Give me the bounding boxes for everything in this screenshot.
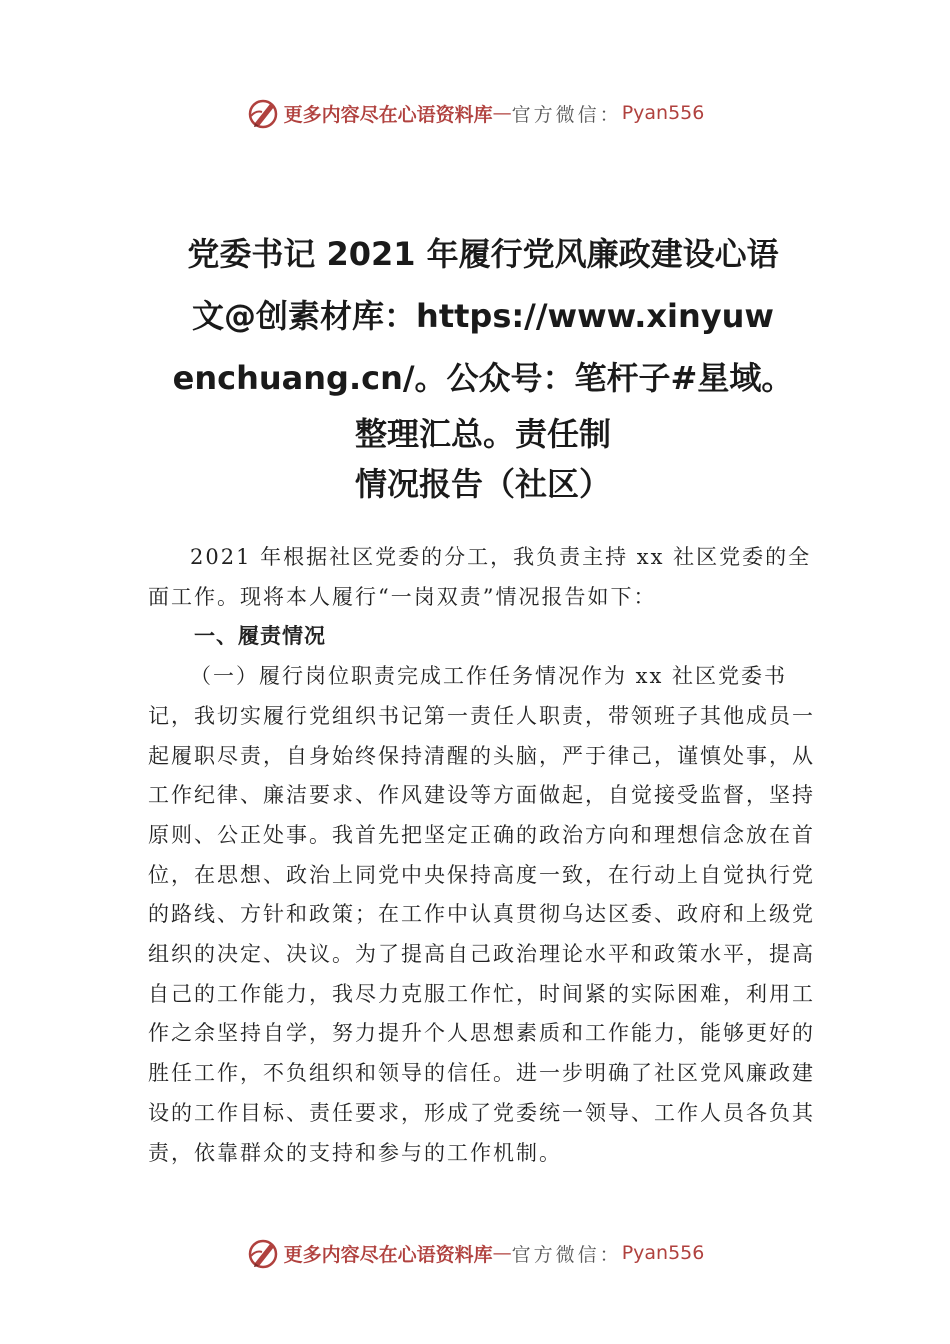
title-line-4: 整理汇总。责任制 xyxy=(354,415,611,453)
title-line-2: 文@创素材库：https://www.xinyuw xyxy=(192,297,774,335)
banner-official-label: 官方微信： xyxy=(511,103,622,126)
header-banner xyxy=(0,93,950,133)
footer-wechat-id: Pyan556 xyxy=(621,1242,705,1264)
title-line-1: 党委书记 2021 年履行党风廉政建设心语 xyxy=(187,235,779,273)
banner-brand: 更多内容尽在心语资料库 xyxy=(283,103,493,126)
document-title xyxy=(148,223,818,509)
title-line-5: 情况报告（社区） xyxy=(354,465,611,503)
document-body xyxy=(148,538,822,1173)
footer-banner xyxy=(0,1233,950,1273)
footer-brand: 更多内容尽在心语资料库 xyxy=(283,1243,493,1266)
section-heading: 一、履责情况 xyxy=(194,624,326,649)
title-line-3: enchuang.cn/。公众号：笔杆子#星域。 xyxy=(172,359,794,397)
footer-official-label: 官方微信： xyxy=(511,1243,622,1266)
banner-wechat-id: Pyan556 xyxy=(621,102,705,124)
footer-dash: — xyxy=(492,1242,512,1264)
intro-paragraph: 2021 年根据社区党委的分工，我负责主持 xx 社区党委的全面工作。现将本人履行“一岗双责”情况报告如下： xyxy=(148,545,812,609)
banner-dash: — xyxy=(492,102,512,124)
pen-logo-icon xyxy=(246,96,280,130)
section-paragraph: （一）履行岗位职责完成工作任务情况作为 xx 社区党委书记，我切实履行党组织书记第一责任人职责，带领班子其他成员一起履职尽责，自身始终保持清醒的头脑，严于律己，谨慎处事，从工作纪律、廉洁要求、作风建设等方面做起，自觉接受监督，坚持原则、公正处事。我首先把坚定正确的政治方向和理想信念放在首位，在思想、政治上同党中央保持高度一致，在行动上自觉执行党的路线、方针和政策；在工作中认真贯彻乌达区委、政府和上级党组织的决定、决议。为了提高自己政治理论水平和政策水平，提高自己的工作能力，我尽力克服工作忙，时间紧的实际困难，利用工作之余坚持自学，努力提升个人思想素质和工作能力，能够更好的胜任工作，不负组织和领导的信任。进一步明确了社区党风廉政建设的工作目标、责任要求，形成了党委统一领导、工作人员各负其责，依靠群众的支持和参与的工作机制。 xyxy=(148,664,815,1165)
pen-logo-icon xyxy=(246,1236,280,1270)
